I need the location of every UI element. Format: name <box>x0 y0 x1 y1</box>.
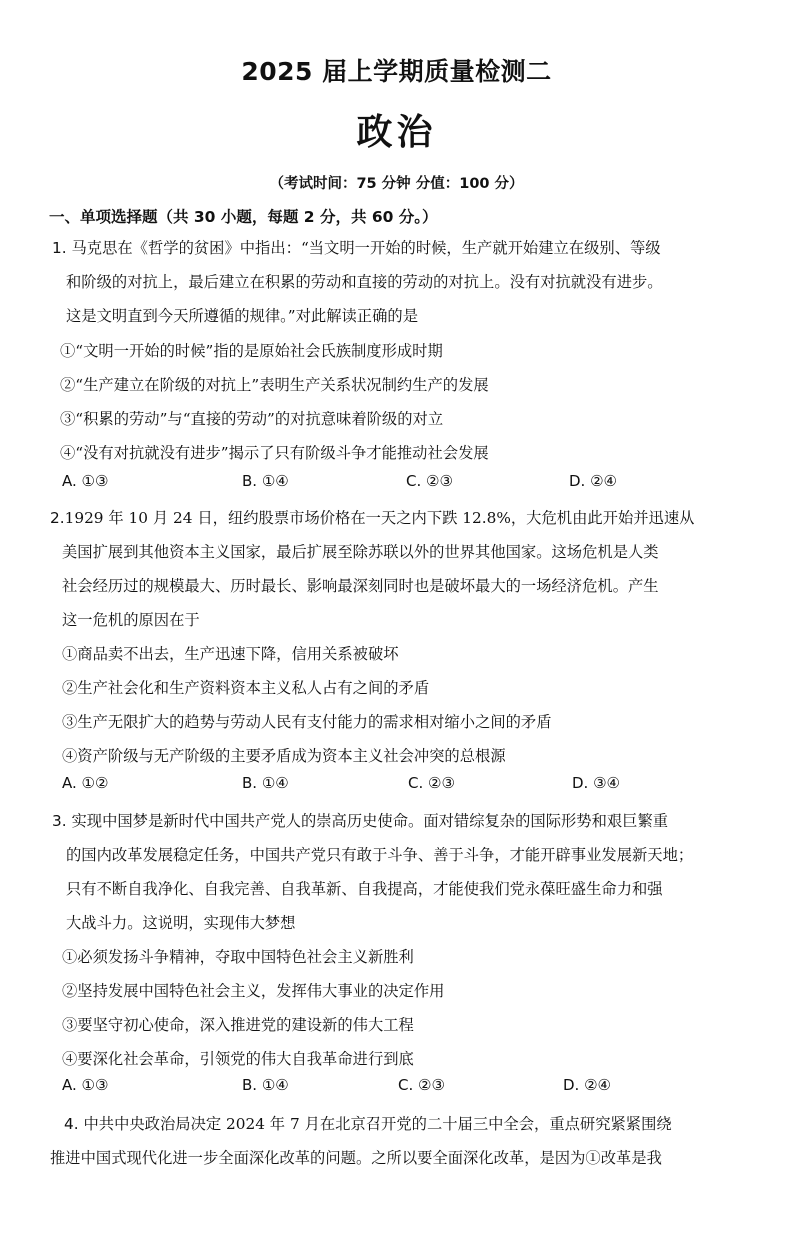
statement: ③生产无限扩大的趋势与劳动人民有支付能力的需求相对缩小之间的矛盾 <box>62 713 552 731</box>
exam-title: 2025 届上学期质量检测二 <box>241 57 552 86</box>
option-c[interactable]: C. ②③ <box>408 774 455 792</box>
option-d[interactable]: D. ③④ <box>572 774 620 792</box>
question-stem-line: 美国扩展到其他资本主义国家，最后扩展至除苏联以外的世界其他国家。这场危机是人类 <box>62 543 659 561</box>
question-number: 3. <box>52 812 67 830</box>
question-stem-line: 1929 年 10 月 24 日，纽约股票市场价格在一天之内下跌 12.8%，大危机由此开始并迅速从 <box>64 509 695 527</box>
statement: ①必须发扬斗争精神，夺取中国特色社会主义新胜利 <box>62 948 414 966</box>
option-c[interactable]: C. ②③ <box>398 1076 445 1094</box>
question-stem-line: 的国内改革发展稳定任务，中国共产党只有敢于斗争、善于斗争，才能开辟事业发展新天地； <box>66 846 694 864</box>
question-stem-line: 这是文明直到今天所遵循的规律。”对此解读正确的是 <box>66 307 418 325</box>
option-d[interactable]: D. ②④ <box>569 472 617 490</box>
statement: ②“生产建立在阶级的对抗上”表明生产关系状况制约生产的发展 <box>60 376 489 394</box>
question-stem-line: 只有不断自我净化、自我完善、自我革新、自我提高，才能使我们党永葆旺盛生命力和强 <box>66 880 663 898</box>
question-stem-line: 推进中国式现代化进一步全面深化改革的问题。之所以要全面深化改革，是因为①改革是我 <box>50 1149 662 1167</box>
statement: ①商品卖不出去，生产迅速下降，信用关系被破坏 <box>62 645 399 663</box>
question-stem-line: 马克思在《哲学的贫困》中指出：“当文明一开始的时候，生产就开始建立在级别、等级 <box>71 239 661 257</box>
option-a[interactable]: A. ①③ <box>62 1076 109 1094</box>
option-b[interactable]: B. ①④ <box>242 774 289 792</box>
statement: ②生产社会化和生产资料资本主义私人占有之间的矛盾 <box>62 679 430 697</box>
exam-subject: 政治 <box>356 112 437 153</box>
option-b[interactable]: B. ①④ <box>242 472 289 490</box>
question-stem-line: 大战斗力。这说明，实现伟大梦想 <box>66 914 296 932</box>
section-heading: 一、单项选择题（共 30 小题，每题 2 分，共 60 分。） <box>49 208 438 226</box>
question-number: 4. <box>64 1115 79 1133</box>
statement: ④“没有对抗就没有进步”揭示了只有阶级斗争才能推动社会发展 <box>60 444 489 462</box>
statement: ②坚持发展中国特色社会主义，发挥伟大事业的决定作用 <box>62 982 445 1000</box>
question-stem-line: 社会经历过的规模最大、历时最长、影响最深刻同时也是破坏最大的一场经济危机。产生 <box>62 577 659 595</box>
question-2-first-line <box>50 508 694 528</box>
option-c[interactable]: C. ②③ <box>406 472 453 490</box>
option-a[interactable]: A. ①③ <box>62 472 109 490</box>
question-stem-line: 实现中国梦是新时代中国共产党人的崇高历史使命。面对错综复杂的国际形势和艰巨繁重 <box>71 812 669 830</box>
statement: ④要深化社会革命，引领党的伟大自我革命进行到底 <box>62 1050 414 1068</box>
exam-info: （考试时间：75 分钟 分值：100 分） <box>269 176 524 192</box>
question-stem-line: 这一危机的原因在于 <box>62 611 200 629</box>
option-a[interactable]: A. ①② <box>62 774 109 792</box>
statement: ④资产阶级与无产阶级的主要矛盾成为资本主义社会冲突的总根源 <box>62 747 506 765</box>
question-number: 1. <box>52 239 67 257</box>
option-b[interactable]: B. ①④ <box>242 1076 289 1094</box>
question-stem-line: 中共中央政治局决定 2024 年 7 月在北京召开党的二十届三中全会，重点研究紧紧围绕 <box>83 1115 672 1133</box>
question-number: 2. <box>50 509 65 527</box>
statement: ③要坚守初心使命，深入推进党的建设新的伟大工程 <box>62 1016 414 1034</box>
question-4-first-line <box>64 1114 672 1134</box>
statement: ①“文明一开始的时候”指的是原始社会氏族制度形成时期 <box>60 342 443 360</box>
option-d[interactable]: D. ②④ <box>563 1076 611 1094</box>
question-1-first-line <box>52 238 661 258</box>
statement: ③“积累的劳动”与“直接的劳动”的对抗意味着阶级的对立 <box>60 410 444 428</box>
question-stem-line: 和阶级的对抗上，最后建立在积累的劳动和直接的劳动的对抗上。没有对抗就没有进步。 <box>66 273 663 291</box>
question-3-first-line <box>52 811 668 831</box>
